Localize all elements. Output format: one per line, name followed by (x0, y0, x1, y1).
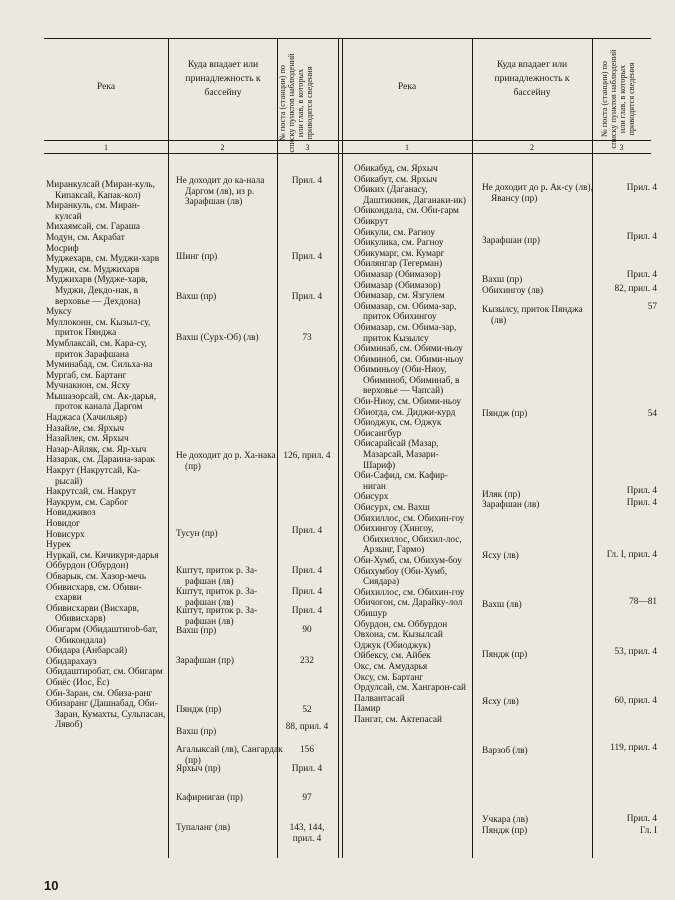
river-name: Обиогда, см. Диджи-курд (354, 407, 456, 418)
river-name: Обивисхарв, см. Обиви-схарви (46, 582, 142, 604)
river-name: Пангат, см. Актепасай (354, 714, 442, 725)
post-number: 143, 144, прил. 4 (289, 823, 325, 844)
river-name: Накрутсай, см. Накрут (46, 487, 136, 498)
river-name: Ойбексу, см. Айбек (354, 651, 431, 662)
river-name: Муминабад, см. Сильха-на (46, 360, 153, 371)
col-divider (592, 38, 593, 858)
river-name: Обикондала, см. Оби-гарм (354, 206, 459, 217)
post-number: Прил. 4 (626, 486, 657, 496)
river-name: Оби-Заран, см. Обиза-ранг (46, 688, 153, 699)
river-name: Палвантасай (354, 693, 405, 704)
river-name: Обисарайсай (Мазар, Мазарсай, Мазари-Шариф) (354, 439, 439, 471)
flow-target: Вахш (лв) (482, 600, 522, 610)
flow-target: Шинг (пр) (176, 252, 218, 262)
post-number: 52 (302, 705, 312, 715)
post-number: 119, прил. 4 (610, 743, 657, 753)
river-name: Обварык, см. Хазор-мечь (46, 571, 147, 582)
header-river-2: Река (397, 81, 417, 92)
flow-target: Пяндж (пр) (482, 409, 528, 419)
river-name: Новидог (46, 519, 80, 529)
river-name: Оксу, см. Бартанг (354, 672, 424, 683)
flow-target: Не доходит до ка-нала Даргом (лв), из р. Зарафшан (лв) (176, 176, 265, 208)
river-name: Назайле, см. Ярхыч (46, 423, 125, 434)
post-number: 156 (300, 745, 314, 755)
flow-target: Не доходит до р. Ак-су (лв), Явансу (пр) (482, 183, 593, 204)
river-name: Обилянгар (Тегерман) (354, 259, 443, 270)
flow-target: Кштут, приток р. За-рафшан (лв) (176, 606, 258, 627)
river-name: Ордулсай, см. Хангарон-сай (354, 683, 466, 694)
river-name: Назайлек, см. Ярхыч (46, 434, 129, 445)
post-number: 90 (302, 625, 312, 635)
river-name: Обимазар, см. Обима-зар, приток Кызылсу (354, 322, 457, 344)
river-name: Обиоджук, см. Оджук (354, 418, 442, 429)
flow-target: Вахш (пр) (176, 626, 217, 636)
col-number: 1 (104, 143, 108, 152)
river-name: Мучнакнон, см. Ясху (46, 381, 131, 392)
post-number: 60, прил. 4 (614, 696, 657, 706)
post-number: 97 (302, 793, 312, 803)
post-number: Прил. 4 (626, 270, 657, 280)
river-name: Обимазар, см. Язгулем (354, 291, 445, 302)
flow-target: Ясху (лв) (482, 697, 519, 707)
river-name: Мышазорсай, см. Ак-дарья, проток канала Даргом (46, 391, 157, 413)
river-name: Новисурх (46, 529, 85, 540)
col-number: 3 (305, 143, 310, 152)
river-name: Назарак, см. Дараина-зарак (46, 455, 155, 466)
flow-target: Учкара (лв) (482, 815, 529, 825)
flow-target: Пяндж (пр) (176, 705, 222, 715)
river-name: Обичогон, см. Дарайку-лол (354, 598, 463, 609)
flow-target: Пяндж (пр) (482, 826, 528, 836)
post-number: Прил. 4 (626, 814, 657, 824)
river-name: Обимазар, см. Обима-зар, приток Обихингоу (354, 301, 457, 323)
post-number: 78—81 (629, 597, 657, 607)
river-name: Назар-Айляк, см. Яр-хыч (46, 444, 147, 455)
post-number: Гл. I, прил. 4 (606, 550, 657, 560)
river-name: Накрут (Накрутсай, Ка-рысай) (46, 466, 141, 487)
river-name: Муллоконн, см. Кызыл-су, приток Пянджа (46, 317, 151, 339)
river-name: Оби-Сафид, см. Кафир-ниган (354, 471, 448, 492)
river-name: Обигарм (Обидаштиrob-бат, Обикондала) (46, 624, 158, 646)
flow-target: Кштут, приток р. За-рафшан (лв) (176, 566, 258, 587)
post-number: Прил. 4 (626, 232, 657, 242)
page-number: 10 (44, 878, 59, 893)
post-number: 53, прил. 4 (614, 647, 657, 657)
river-name: Нуркай, см. Кичикуря-дарья (46, 550, 159, 561)
post-number: 232 (300, 656, 314, 666)
river-name: Обиминоб, см. Обими-ньоу (354, 354, 464, 365)
post-number: Прил. 4 (291, 252, 323, 262)
river-name: Миранкулсай (Миран-куль, Кипаксай, Капак-кол) (46, 180, 155, 201)
river-name: Обисурх, см. Вахш (354, 503, 430, 513)
river-name: Обихиллос, см. Обихин-гоу (354, 513, 465, 524)
flow-target: Вахш (пр) (482, 275, 523, 285)
header-post-2: № поста (станции) по списку пунктов наблюдений или глав, в которых приводятся сведения (600, 49, 636, 149)
col-divider (338, 38, 339, 858)
river-name: Обишур (354, 608, 387, 619)
river-name: Обиких (Даганасу, Даштикиик, Даганаки-ик) (354, 185, 466, 206)
flow-target: Ясху (лв) (482, 551, 519, 561)
river-name: Оби-Хумб, см. Обихум-боу (354, 555, 462, 566)
river-column-right (354, 164, 470, 725)
river-name: Обиминаб, см. Обими-ньоу (354, 344, 463, 355)
header-bottom-rule (44, 140, 651, 141)
post-number: Гл. I (639, 826, 657, 836)
flow-target: Зарафшан (лв) (482, 500, 540, 510)
post-number: 82, прил. 4 (614, 284, 657, 294)
flow-target: Кафирниган (пр) (176, 793, 243, 803)
river-name: Обидаштиробат, см. Обигарм (46, 667, 163, 678)
post-number: Прил. 4 (291, 292, 323, 302)
river-name: Оббурдон (Обурдон) (46, 561, 129, 572)
river-name: Нурек (46, 540, 71, 551)
river-name: Обикулика, см. Рагноу (354, 238, 444, 249)
header-flow: Куда впадает или принадлежность к бассейну (185, 59, 261, 98)
river-name: Обикрут (354, 216, 389, 227)
river-column-left (46, 180, 166, 731)
river-name: Мосриф (46, 243, 79, 254)
flow-target: Кштут, приток р. За-рафшан (лв) (176, 587, 258, 608)
flow-target: Тупаланг (лв) (176, 823, 231, 833)
river-name: Обидара (Анбарсай) (46, 646, 128, 657)
flow-target: Пяндж (пр) (482, 650, 528, 660)
post-number: Прил. 4 (626, 498, 657, 508)
flow-target: Вахш (пр) (176, 727, 217, 737)
col-number: 1 (405, 143, 409, 152)
colnum-bottom-rule (44, 153, 651, 154)
flow-target: Агалыксай (лв), Сангардак (пр) (176, 745, 283, 766)
river-name: Памир (354, 704, 381, 715)
river-name: Обикабуд, см. Ярхыч (354, 164, 438, 174)
flow-target: Иляк (пр) (482, 490, 521, 500)
post-number: Прил. 4 (291, 566, 323, 576)
river-name: Обикумарг, см. Кумарг (354, 248, 445, 259)
river-name: Обихумбоу (Оби-Хумб, Сиядара) (354, 566, 448, 588)
river-name: Обивисхарви (Висхарв, Обивисхарв) (46, 603, 140, 625)
post-number: Прил. 4 (291, 526, 323, 536)
river-name: Обикули, см. Рагноу (354, 227, 435, 238)
post-number: 54 (647, 409, 657, 419)
river-name: Наукрум, см. Сарбог (46, 497, 128, 508)
post-number: 73 (302, 333, 312, 343)
river-name: Обихингоу (Хингоу, Обихиллос, Обихил-лос, Арзынг, Гармо) (354, 524, 462, 556)
river-name: Обисурх (354, 492, 389, 503)
flow-target: Вахш (пр) (176, 292, 217, 302)
river-name: Муджи, см. Муджихарв (46, 264, 140, 275)
post-number: Прил. 4 (291, 587, 323, 597)
river-name: Муджехарв, см. Муджи-харв (46, 254, 160, 265)
river-name: Оби-Ниоу, см. Обими-ньоу (354, 397, 462, 408)
header-flow-2: Куда впадает или принадлежность к бассейну (494, 59, 570, 98)
header-post: № поста (станции) по списку пунктов наблюдений или глав, в которых приводятся сведения (278, 53, 314, 153)
flow-target: Вахш (Сурх-Об) (лв) (176, 333, 259, 343)
flow-target: Ярхыч (пр) (176, 764, 221, 774)
river-name: Обихиллос, см. Обихин-гоу (354, 587, 465, 598)
col-number: 2 (530, 143, 534, 152)
river-name: Наджаса (Хачильяр) (46, 413, 127, 424)
river-name: Мумблаксай, см. Кара-су, приток Зарафшана (46, 338, 147, 360)
river-name: Новидживоз (46, 508, 96, 519)
river-name: Обиёс (Иос, Ёс) (46, 677, 110, 688)
river-name: Миранкуль, см. Миран-кулсай (46, 201, 140, 222)
river-name: Муджихарв (Мудже-харв, Муджи, Декдо-нак, в верховье — Дехдона) (46, 275, 148, 307)
post-number: Прил. 4 (291, 176, 323, 186)
col-divider (168, 38, 169, 858)
flow-target: Кызылсу, приток Пянджа (лв) (482, 305, 583, 326)
post-number: Прил. 4 (626, 183, 657, 193)
flow-target: Тусун (пр) (176, 529, 218, 539)
flow-target: Зарафшан (пр) (176, 656, 234, 666)
header-river: Река (96, 81, 116, 92)
post-number: Прил. 4 (291, 764, 323, 774)
flow-target: Обихингоу (лв) (482, 286, 544, 296)
river-name: Обурдон, см. Оббурдон (354, 619, 448, 630)
flow-target: Не доходит до р. Ха-нака (пр) (176, 451, 276, 472)
river-name: Муксу (46, 307, 72, 318)
river-name: Обисангбур (354, 428, 402, 439)
river-name: Обимазар (Обимазор) (354, 269, 441, 280)
river-name: Обикабут, см. Ярхыч (354, 174, 438, 185)
col-number: 3 (619, 143, 624, 152)
flow-target: Варзоб (лв) (482, 746, 528, 756)
post-number: 57 (647, 302, 657, 312)
table-top-rule (44, 38, 651, 39)
river-name: Овхона, см. Кызылсай (354, 630, 443, 641)
post-number: 88, прил. 4 (285, 722, 329, 732)
river-name: Обиминьоу (Оби-Ниоу, Обиминоб, Обиминаб, в верховье — Чапсай) (354, 365, 460, 397)
river-name: Окс, см. Амударья (354, 661, 428, 672)
col-number: 2 (220, 143, 225, 152)
river-name: Михаямсай, см. Гараша (46, 222, 141, 233)
post-number: 126, прил. 4 (283, 451, 331, 461)
river-name: Обизаранг (Дашнабад, Оби-Заран, Кумахты, Сульпасан, Лявоб) (46, 699, 166, 731)
river-name: Обидарахауз (46, 656, 97, 667)
river-name: Модун, см. Акрабат (46, 232, 125, 243)
col-divider-double (342, 38, 343, 858)
river-name: Оджук (Обиоджук) (354, 640, 431, 651)
river-name: Мургаб, см. Бартанг (46, 370, 127, 381)
col-divider (472, 38, 473, 858)
flow-target: Зарафшан (пр) (482, 236, 540, 246)
post-number: Прил. 4 (291, 606, 323, 616)
river-name: Обимазар (Обимазор) (354, 280, 441, 291)
